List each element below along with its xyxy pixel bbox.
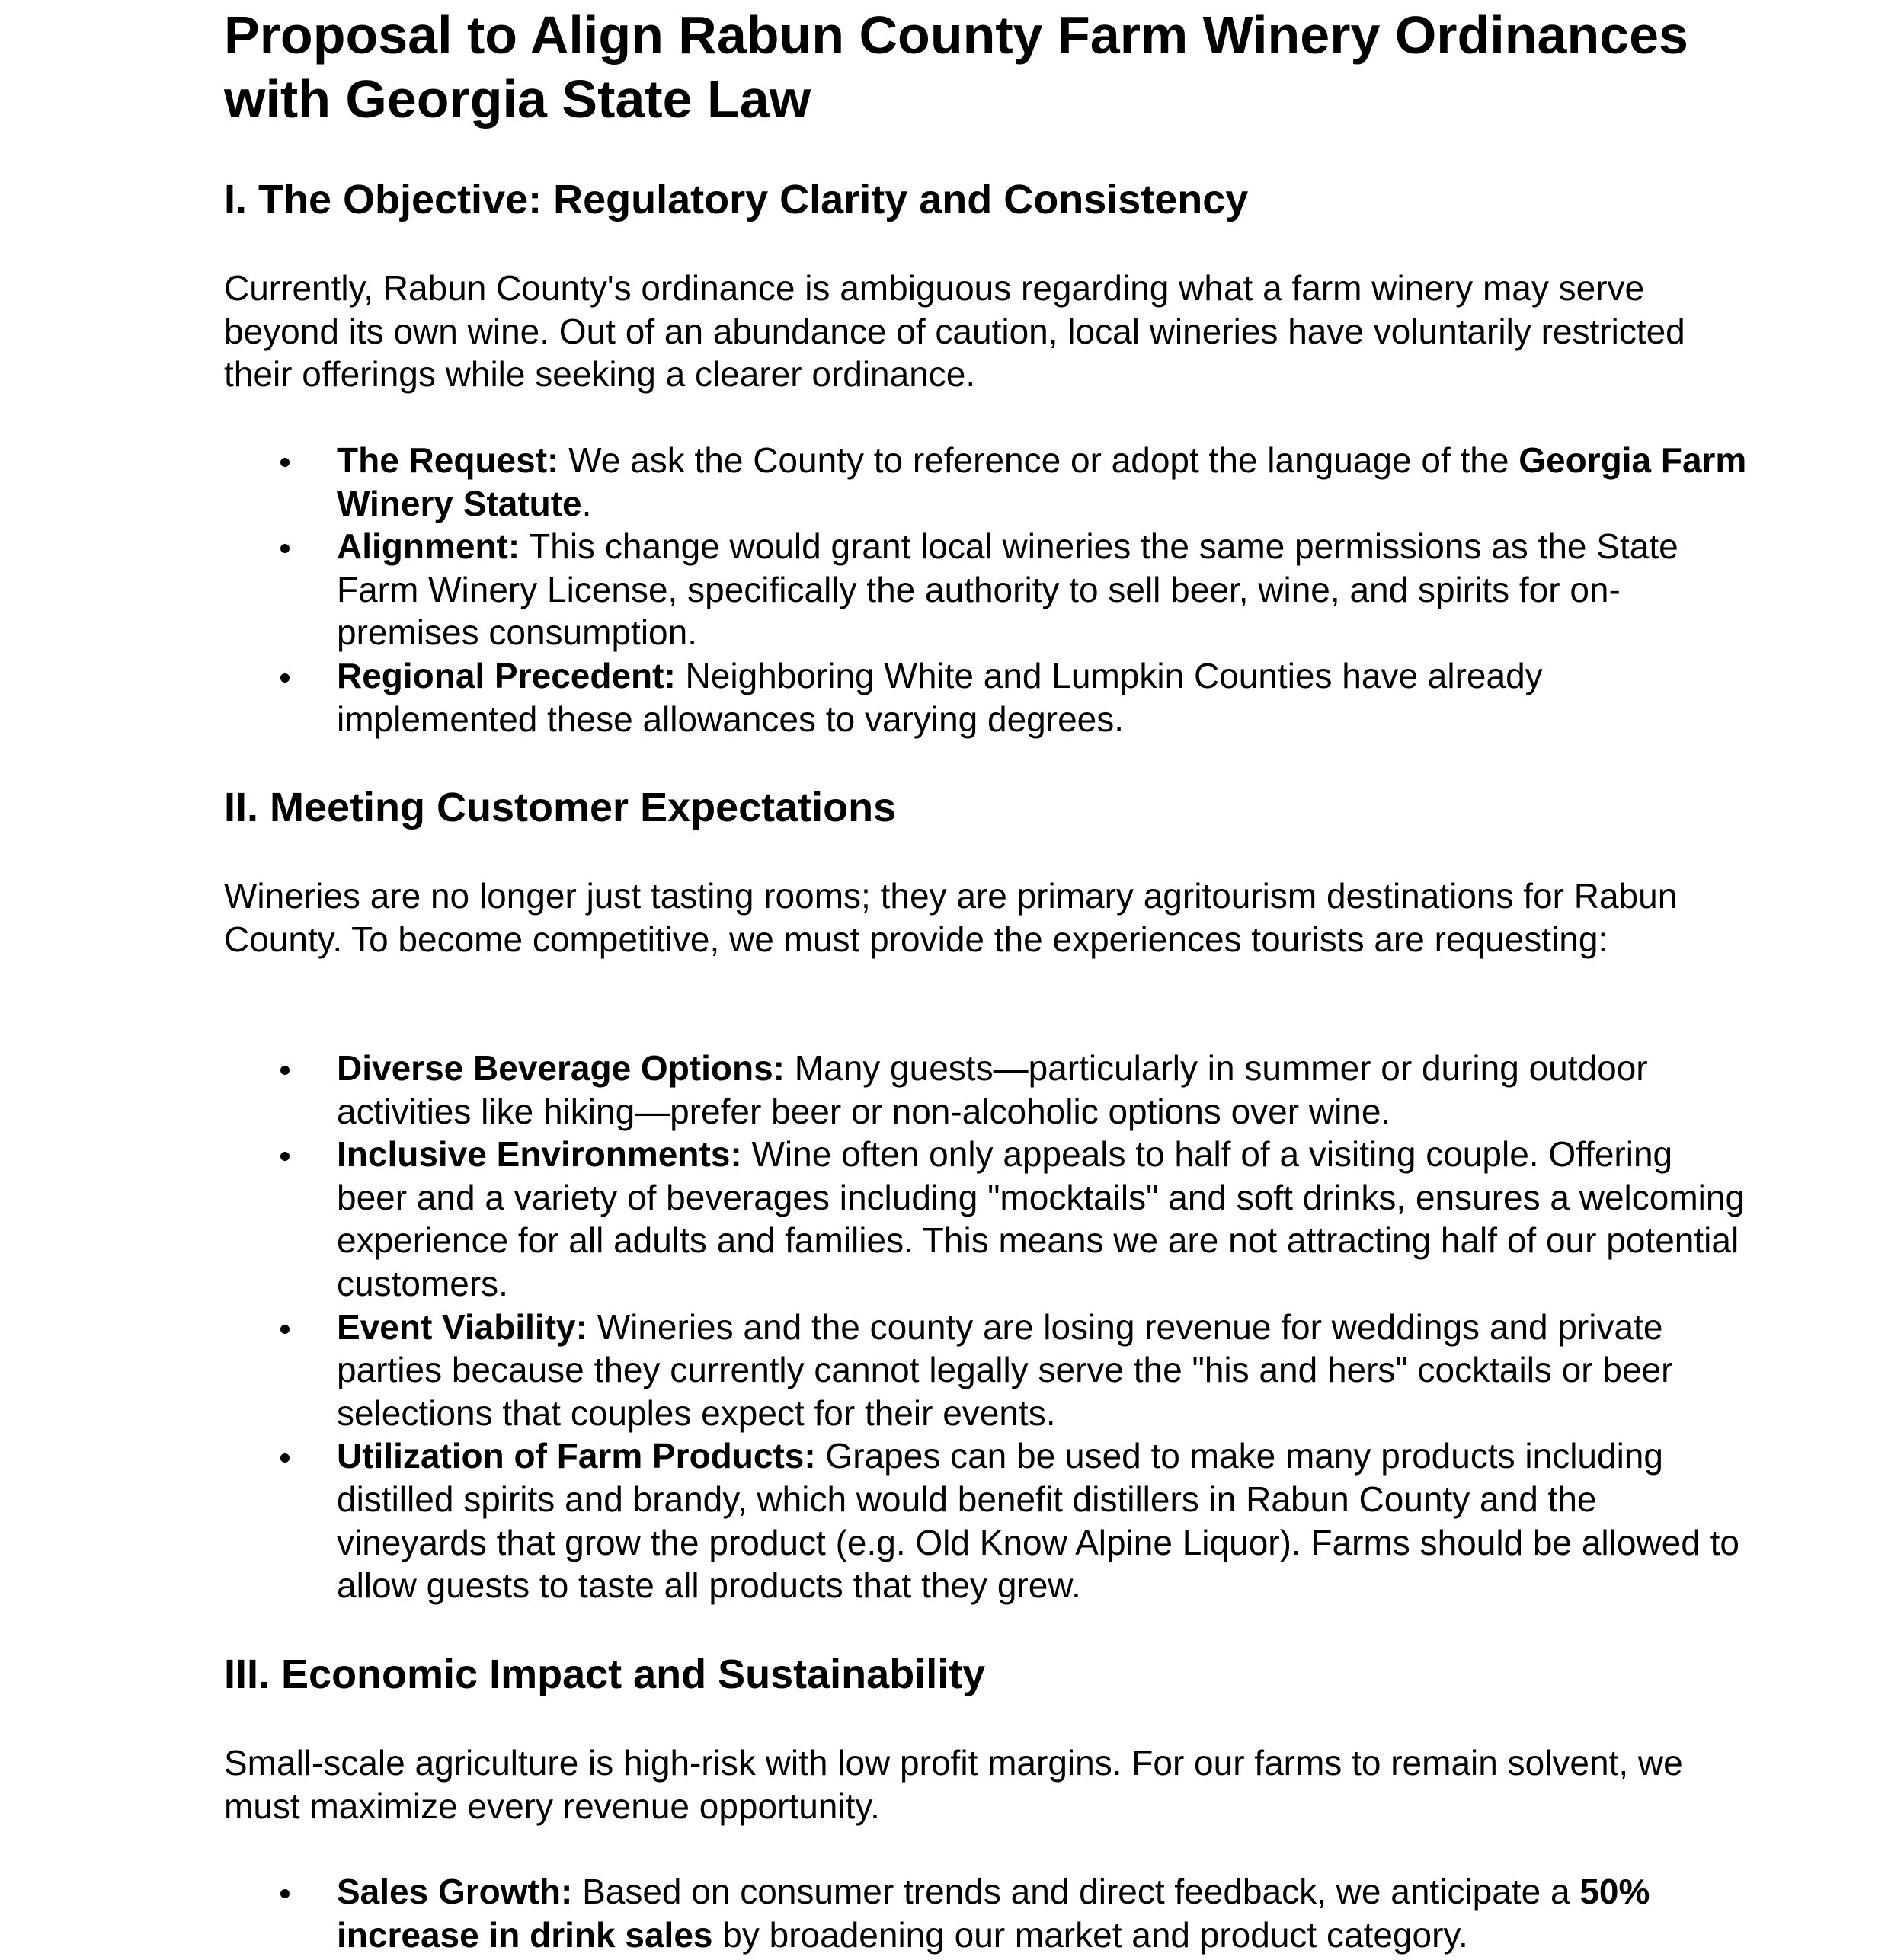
bullet-label: The Request: xyxy=(337,440,559,480)
section-paragraph-objective: Currently, Rabun County's ordinance is ambiguous regarding what a farm winery may serve beyond its own wine. Out of an abundance of caution, local wineries have voluntarily restricted their offerings while seeking a clearer ordinance. xyxy=(224,268,1685,395)
bullet-icon xyxy=(280,458,290,467)
bullet-text: Wine often only appeals to half of a visiting couple. Offering beer and a variety of beverages including "mocktails" and soft drinks, ensures a welcoming experience for all adults and families. This means we are not attracting half of our potential customers. xyxy=(337,1134,1746,1303)
bullet-label: Diverse Beverage Options: xyxy=(337,1048,786,1088)
bullet-icon xyxy=(280,673,290,683)
bullet-text: We ask the County to reference or adopt the language of the xyxy=(558,440,1519,480)
bullet-emphasis: 50% increase in drink sales xyxy=(337,1872,1650,1955)
bullet-text: Neighboring White and Lumpkin Counties have already implemented these allowances to varying degrees. xyxy=(337,655,1543,739)
list-item xyxy=(224,654,1748,740)
bullet-list-economic-impact xyxy=(224,1870,1748,1956)
list-item xyxy=(224,1870,1748,1956)
bullet-text: This change would grant local wineries the same permissions as the State Farm Winery License, specifically the authority to sell beer, wine, and spirits for on-premises consumption. xyxy=(337,526,1678,653)
bullet-text-end: by broadening our market and product category. xyxy=(712,1914,1468,1955)
list-item xyxy=(224,439,1748,525)
section-heading-economic-impact: III. Economic Impact and Sustainability xyxy=(224,1651,986,1697)
bullet-text: Based on consumer trends and direct feedback, we anticipate a xyxy=(572,1872,1580,1911)
document-title: Proposal to Align Rabun County Farm Winery Ordinances with Georgia State Law xyxy=(224,5,1688,129)
list-item xyxy=(224,525,1748,654)
list-item xyxy=(224,1306,1748,1435)
bullet-icon xyxy=(280,1066,290,1075)
bullet-icon xyxy=(280,1889,290,1898)
bullet-icon xyxy=(280,1152,290,1161)
bullet-text: Wineries and the county are losing revenue for weddings and private parties because they currently cannot legally serve the "his and hers" cocktails or beer selections that couples expect for their events. xyxy=(337,1306,1673,1433)
bullet-icon xyxy=(280,544,290,553)
list-item xyxy=(224,1434,1748,1607)
bullet-label: Inclusive Environments: xyxy=(337,1134,742,1175)
bullet-icon xyxy=(280,1325,290,1334)
bullet-label: Regional Precedent: xyxy=(337,655,676,695)
bullet-label: Sales Growth: xyxy=(337,1872,573,1911)
bullet-text-end: . xyxy=(581,483,592,523)
bullet-text: Many guests—particularly in summer or during outdoor activities like hiking—prefer beer or non-alcoholic options over wine. xyxy=(337,1048,1648,1131)
bullet-emphasis: Georgia Farm Winery Statute xyxy=(337,440,1747,523)
bullet-label: Event Viability: xyxy=(337,1306,587,1347)
list-item xyxy=(224,1047,1748,1133)
bullet-label: Utilization of Farm Products: xyxy=(337,1436,816,1476)
list-item xyxy=(224,1133,1748,1305)
bullet-icon xyxy=(280,1453,290,1463)
section-heading-customer-expectations: II. Meeting Customer Expectations xyxy=(224,785,897,830)
section-paragraph-customer-expectations: Wineries are no longer just tasting rooms; they are primary agritourism destinations for Rabun County. To become competitive, we must provide the experiences tourists are requesting: xyxy=(224,876,1678,959)
section-heading-objective: I. The Objective: Regulatory Clarity and Consistency xyxy=(224,177,1249,222)
bullet-text: Grapes can be used to make many products including distilled spirits and brandy, which would benefit distillers in Rabun County and the vineyards that grow the product (e.g. Old Know Alpine Liquor). Farms should be allowed to allow guests to taste all products that they grew. xyxy=(337,1436,1739,1606)
bullet-list-objective xyxy=(224,439,1748,740)
bullet-list-customer-expectations xyxy=(224,1047,1748,1607)
section-paragraph-economic-impact: Small-scale agriculture is high-risk with low profit margins. For our farms to remain solvent, we must maximize every revenue opportunity. xyxy=(224,1743,1683,1826)
bullet-label: Alignment: xyxy=(337,526,520,567)
